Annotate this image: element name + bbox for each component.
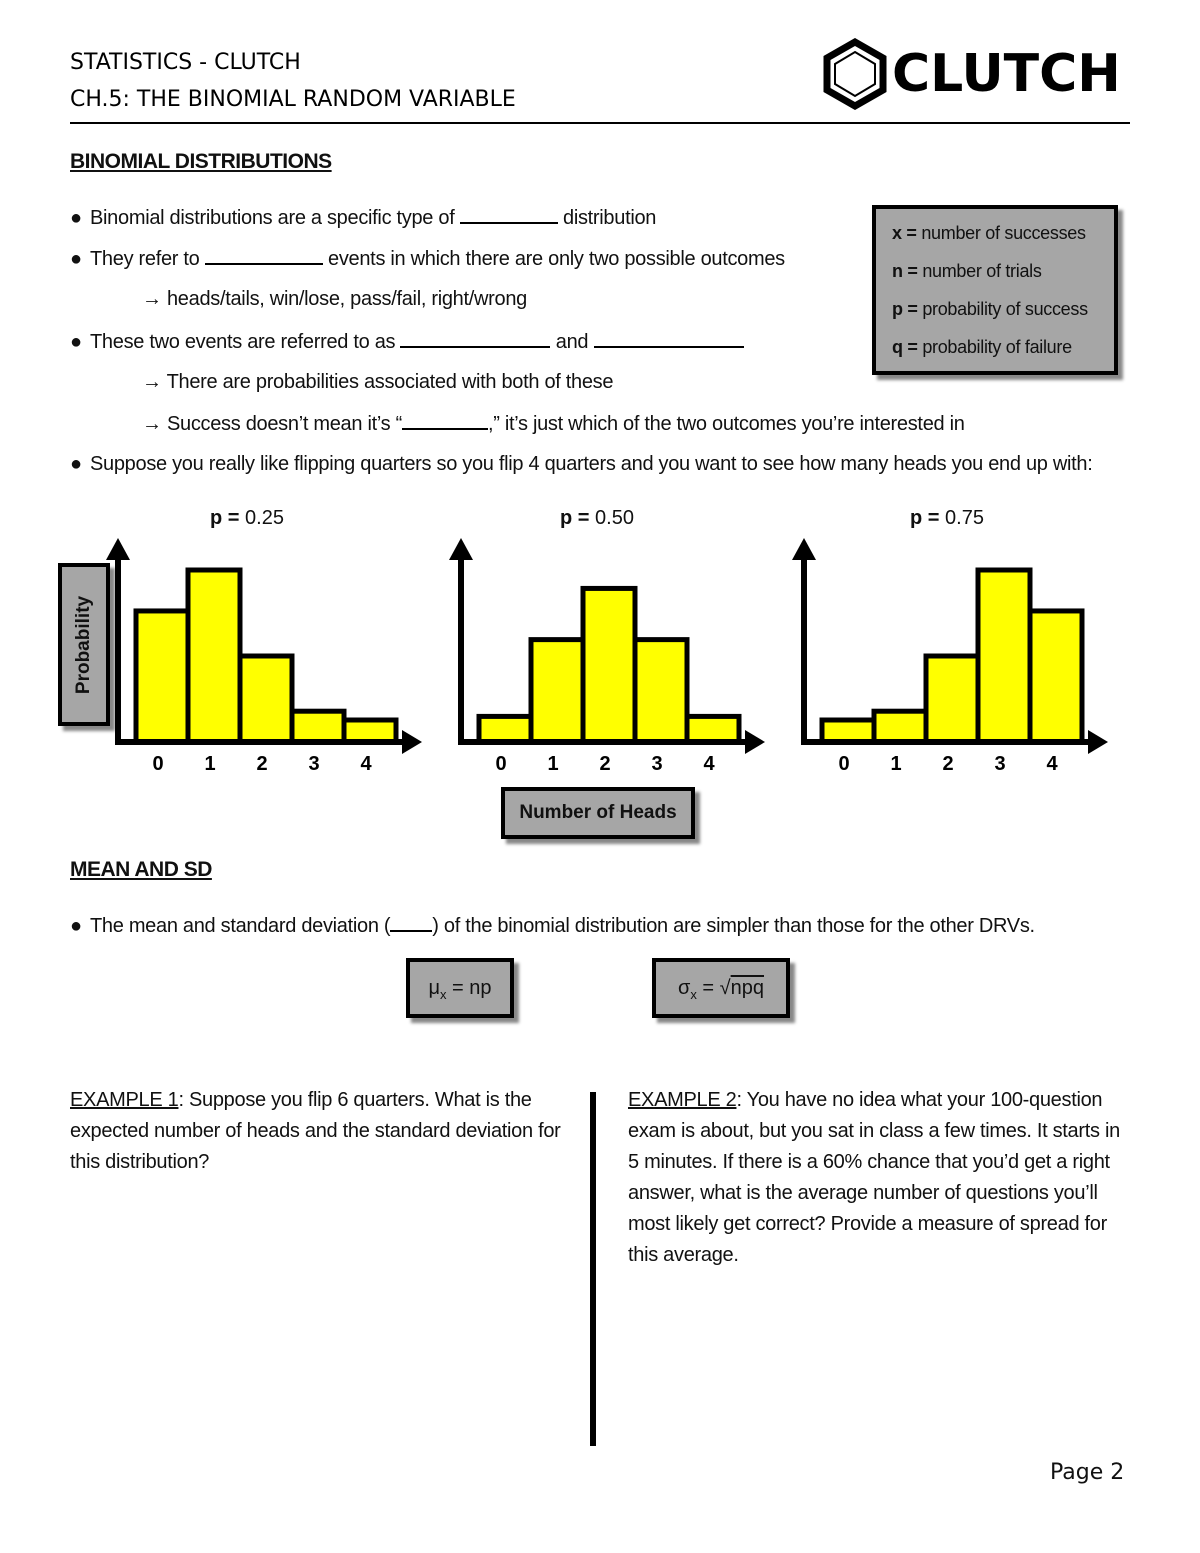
bar-2-4 [687, 716, 739, 742]
legend-item-p: p = probability of success [892, 299, 1088, 319]
sd-formula-box [652, 958, 790, 1018]
bar-3-2 [926, 656, 978, 742]
tick-label-2-0: 0 [495, 753, 507, 775]
arrow-point-3-text-a: Success doesn’t mean it’s “ [166, 413, 402, 435]
arrow-point-3 [142, 412, 965, 436]
blank-field [402, 412, 488, 430]
arrow-point-1 [142, 288, 527, 311]
blank-field [390, 914, 432, 932]
sd-radicand: npq [730, 977, 764, 999]
sqrt-icon: √ [719, 977, 731, 999]
bar-1-0 [136, 611, 188, 742]
bullet-1-text-a: Binomial distributions are a specific type of [90, 207, 455, 229]
chart-title-3: p = 0.75 [910, 507, 984, 529]
tick-label-1-4: 4 [360, 753, 372, 775]
page-number: Page 2 [1050, 1460, 1125, 1485]
bar-1-4 [344, 720, 396, 742]
tick-label-1-0: 0 [152, 753, 164, 775]
bullet-icon: ● [70, 248, 82, 270]
y-axis-label: Probability [73, 595, 94, 694]
bar-2-1 [531, 640, 583, 742]
tick-label-1-1: 1 [204, 753, 216, 775]
arrow-point-2-text: There are probabilities associated with both of these [166, 371, 614, 393]
header-rule [70, 122, 1130, 124]
tick-label-2-4: 4 [703, 753, 715, 775]
arrow-right-icon: → [142, 371, 162, 393]
x-axis-arrow-icon [745, 730, 765, 754]
clutch-logo [820, 38, 1140, 110]
x-axis-arrow-icon [402, 730, 422, 754]
bar-1-1 [188, 570, 240, 742]
bar-2-0 [479, 716, 531, 742]
example-divider [590, 1092, 596, 1446]
y-axis-arrow-icon [106, 538, 130, 560]
example-1-label: EXAMPLE 1 [70, 1089, 179, 1111]
blank-field [205, 247, 323, 265]
tick-label-3-0: 0 [838, 753, 850, 775]
arrow-right-icon: → [142, 288, 162, 310]
section-title-binomial: BINOMIAL DISTRIBUTIONS [70, 150, 332, 173]
tick-label-3-2: 2 [942, 753, 954, 775]
tick-label-2-3: 3 [651, 753, 663, 775]
logo-wordmark: CLUTCH [892, 44, 1121, 104]
bullet-1 [70, 206, 656, 230]
arrow-point-2 [142, 371, 613, 394]
blank-field [594, 330, 744, 348]
bar-3-0 [822, 720, 874, 742]
bar-3-3 [978, 570, 1030, 742]
legend-item-x: x = number of successes [892, 223, 1086, 243]
example-2-text: : You have no idea what your 100-question exam is about, but you sat in class a few times. It starts in 5 minutes. If there is a 60% chance that you’d get a right answer, what is the average number of questions you’ll most likely get correct? Provide a measure of spread for this average. [628, 1089, 1120, 1266]
example-2 [628, 1085, 1128, 1271]
bar-2-3 [635, 640, 687, 742]
bullet-4 [70, 453, 1093, 476]
sigma-subscript: x [690, 987, 697, 1002]
header-chapter: CH.5: THE BINOMIAL RANDOM VARIABLE [70, 87, 516, 112]
bullet-4-text: Suppose you really like flipping quarters so you flip 4 quarters and you want to see how many heads you end up with: [90, 453, 1093, 475]
mean-formula-rest: = np [446, 977, 492, 999]
bar-2-2 [583, 588, 635, 742]
mu-subscript: x [439, 987, 447, 1002]
x-axis-arrow-icon [1088, 730, 1108, 754]
sd-formula-eq: = [696, 977, 720, 999]
bullet-3-text-a: These two events are referred to as [90, 331, 396, 353]
bullet-5-text-a: The mean and standard deviation ( [90, 915, 391, 937]
bar-1-3 [292, 711, 344, 742]
x-axis-label: Number of Heads [519, 802, 677, 823]
header-course: STATISTICS - CLUTCH [70, 50, 301, 75]
chart-title-2: p = 0.50 [560, 507, 634, 529]
tick-label-1-2: 2 [256, 753, 268, 775]
section-title-mean-sd: MEAN AND SD [70, 858, 212, 881]
blank-field [460, 206, 558, 224]
bullet-2 [70, 247, 785, 271]
histograms [0, 530, 1200, 780]
mu-symbol: μ [428, 977, 440, 999]
bullet-icon: ● [70, 331, 82, 353]
chart-title-1: p = 0.25 [210, 507, 284, 529]
y-axis-arrow-icon [449, 538, 473, 560]
arrow-point-1-text: heads/tails, win/lose, pass/fail, right/wrong [166, 288, 527, 310]
blank-field [400, 330, 550, 348]
bullet-icon: ● [70, 207, 82, 229]
y-axis-arrow-icon [792, 538, 816, 560]
bullet-icon: ● [70, 453, 82, 475]
legend-item-q: q = probability of failure [892, 337, 1072, 357]
example-1 [70, 1085, 570, 1178]
tick-label-3-3: 3 [994, 753, 1006, 775]
example-2-label: EXAMPLE 2 [628, 1089, 737, 1111]
variable-legend-box [872, 205, 1118, 375]
bullet-3 [70, 330, 744, 354]
hexagon-logo-icon [820, 38, 890, 110]
legend-item-n: n = number of trials [892, 261, 1042, 281]
bar-1-2 [240, 656, 292, 742]
bullet-3-text-b: and [555, 331, 589, 353]
tick-label-1-3: 3 [308, 753, 320, 775]
x-axis-label-box [501, 787, 695, 839]
bullet-5 [70, 914, 1035, 938]
tick-label-2-2: 2 [599, 753, 611, 775]
bullet-icon: ● [70, 915, 82, 937]
bar-3-1 [874, 711, 926, 742]
tick-label-3-1: 1 [890, 753, 902, 775]
tick-label-2-1: 1 [547, 753, 559, 775]
bullet-2-text-b: events in which there are only two possible outcomes [328, 248, 785, 270]
bar-3-4 [1030, 611, 1082, 742]
tick-label-3-4: 4 [1046, 753, 1058, 775]
sigma-symbol: σ [678, 977, 691, 999]
bullet-2-text-a: They refer to [90, 248, 200, 270]
example-1-text: : Suppose you flip 6 quarters. What is the expected number of heads and the standard deviation for this distribution? [70, 1089, 561, 1173]
bullet-1-text-b: distribution [563, 207, 657, 229]
arrow-right-icon: → [142, 413, 162, 435]
bullet-5-text-b: ) of the binomial distribution are simpler than those for the other DRVs. [432, 915, 1035, 937]
mean-formula-box [406, 958, 514, 1018]
arrow-point-3-text-b: ,” it’s just which of the two outcomes you’re interested in [487, 413, 965, 435]
